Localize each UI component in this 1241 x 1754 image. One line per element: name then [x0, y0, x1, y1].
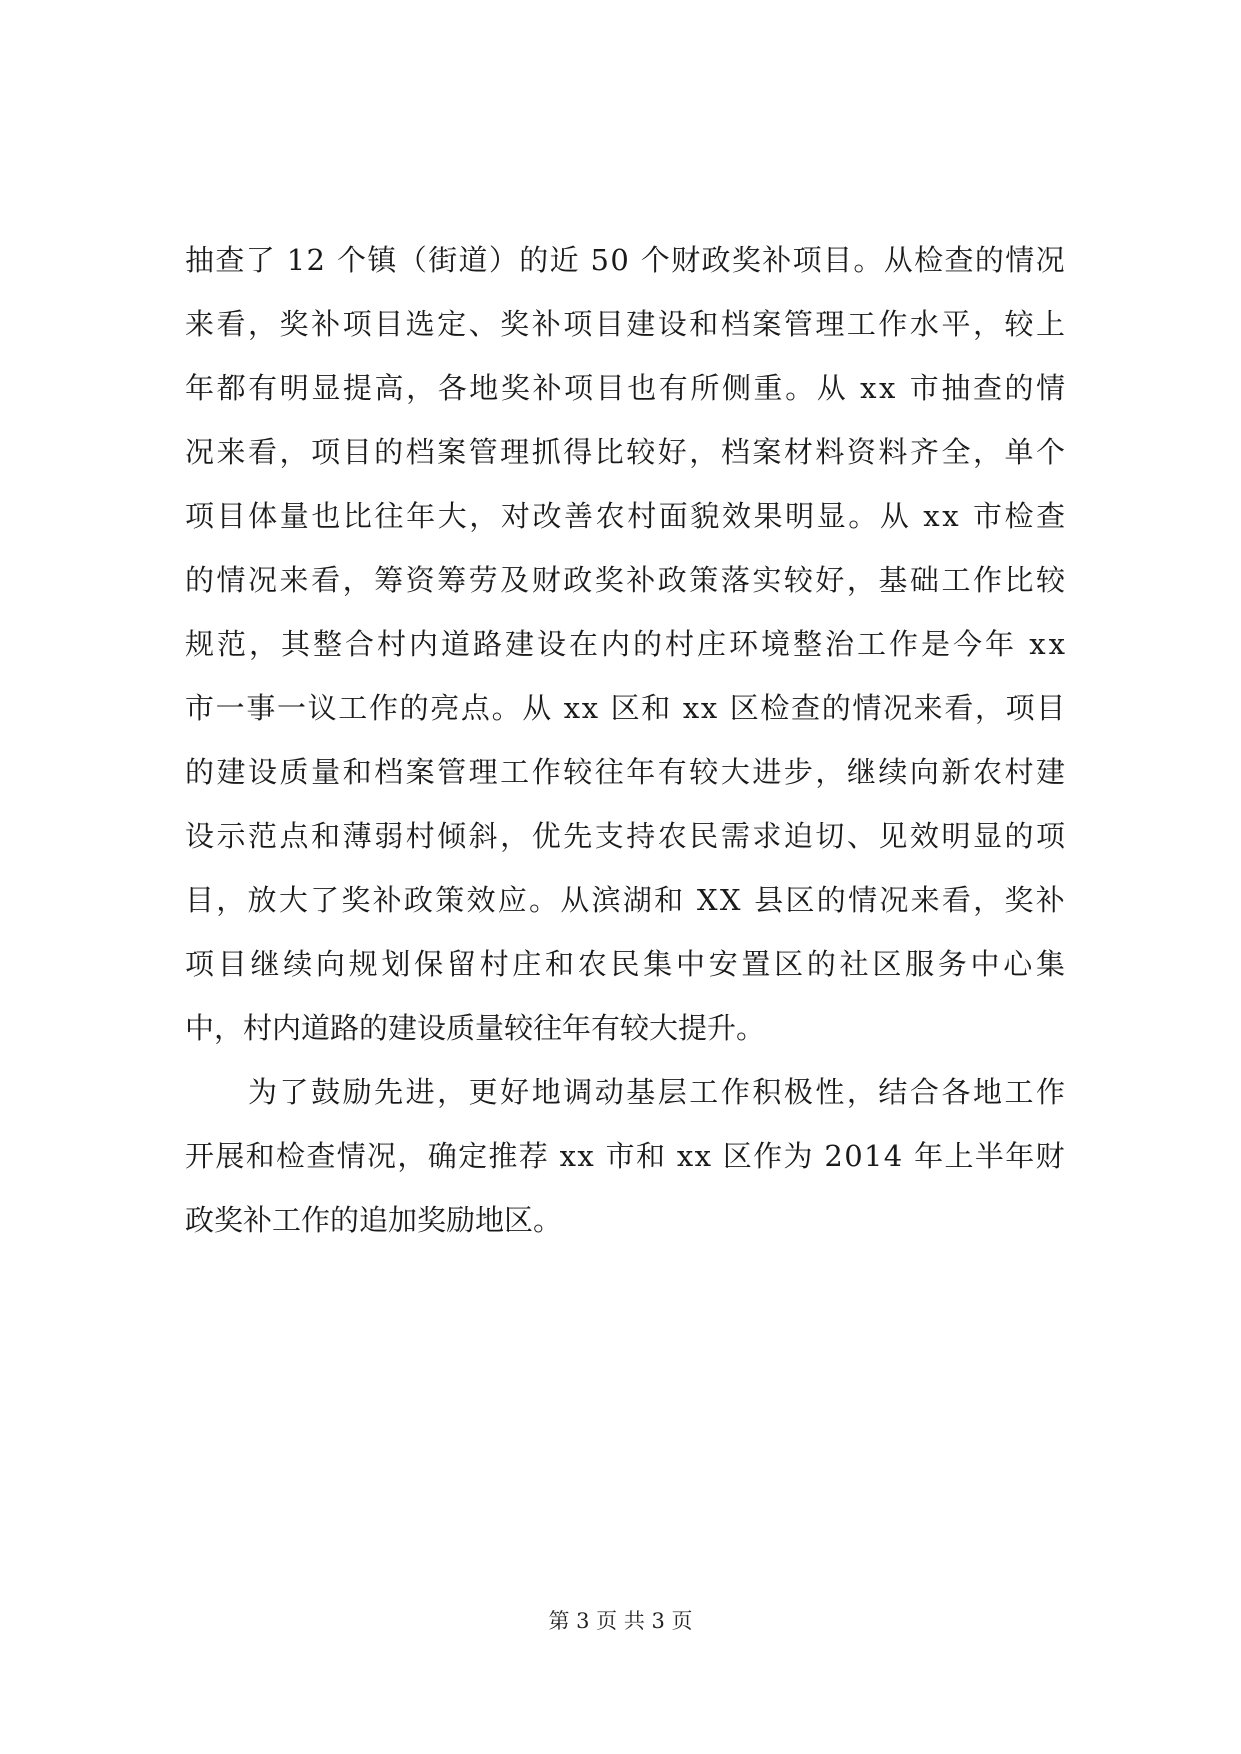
text-line-content: 中，村内道路的建设质量较往年有较大提升。	[185, 1011, 766, 1045]
text-line	[185, 548, 1068, 612]
paragraph-1	[185, 228, 1069, 1060]
text-line-content: 规范，其整合村内道路建设在内的村庄环境整治工作是今年 xx	[185, 627, 1068, 661]
text-line-content: 的情况来看，筹资筹劳及财政奖补政策落实较好，基础工作比较	[185, 563, 1068, 597]
paragraph-2	[185, 1060, 1068, 1252]
text-line-content: 政奖补工作的追加奖励地区。	[185, 1203, 563, 1237]
text-line-content: 抽查了 12 个镇（街道）的近 50 个财政奖补项目。从检查的情况	[185, 243, 1067, 277]
text-line	[185, 804, 1068, 868]
text-line	[185, 1124, 1065, 1188]
text-line	[185, 420, 1068, 484]
text-line-content: 的建设质量和档案管理工作较往年有较大进步，继续向新农村建	[185, 755, 1068, 789]
text-line	[185, 612, 1068, 676]
text-line	[185, 868, 1068, 932]
page-footer	[0, 1605, 1241, 1635]
text-line-content: 项目继续向规划保留村庄和农民集中安置区的社区服务中心集	[185, 947, 1069, 981]
text-line	[185, 676, 1065, 740]
text-line-content: 设示范点和薄弱村倾斜，优先支持农民需求迫切、见效明显的项	[185, 819, 1068, 853]
text-line-content: 况来看，项目的档案管理抓得比较好，档案材料资料齐全，单个	[185, 435, 1068, 469]
text-line	[185, 484, 1068, 548]
text-line	[185, 1188, 1065, 1252]
text-line-content: 来看，奖补项目选定、奖补项目建设和档案管理工作水平，较上	[185, 307, 1068, 341]
text-line-content: 年都有明显提高，各地奖补项目也有所侧重。从 xx 市抽查的情	[185, 371, 1068, 405]
text-line	[185, 292, 1068, 356]
text-line	[185, 740, 1068, 804]
text-line-content: 为了鼓励先进，更好地调动基层工作积极性，结合各地工作	[185, 1075, 1068, 1109]
text-line	[185, 996, 1065, 1060]
text-line-content: 目，放大了奖补政策效应。从滨湖和 XX 县区的情况来看，奖补	[185, 883, 1068, 917]
text-line	[185, 228, 1065, 292]
text-line	[185, 1060, 1068, 1124]
document-body	[185, 228, 1069, 1252]
text-line	[185, 356, 1068, 420]
page-number: 第 3 页 共 3 页	[548, 1609, 693, 1633]
text-line	[185, 932, 1069, 996]
text-line-content: 市一事一议工作的亮点。从 xx 区和 xx 区检查的情况来看，项目	[185, 691, 1067, 725]
text-line-content: 项目体量也比往年大，对改善农村面貌效果明显。从 xx 市检查	[185, 499, 1068, 533]
text-line-content: 开展和检查情况，确定推荐 xx 市和 xx 区作为 2014 年上半年财	[185, 1139, 1066, 1173]
